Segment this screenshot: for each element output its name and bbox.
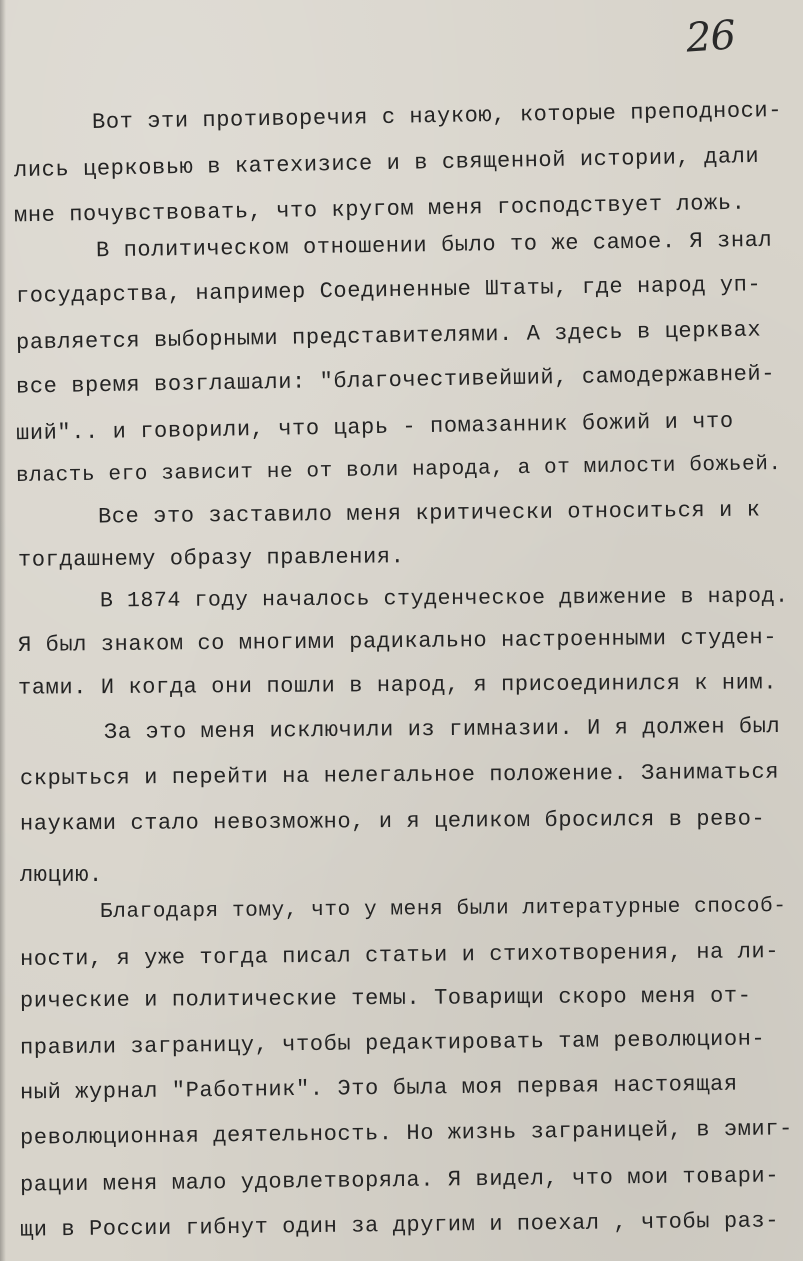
text-line: науками стало невозможно, и я целиком бросился в рево- [19,806,766,837]
text-line: ший".. и говорили, что царь - помазанник божий и что [15,408,734,447]
page-number: 26 [684,12,737,62]
text-line: скрыться и перейти на нелегальное положение. Заниматься [19,759,780,792]
text-line: щи в России гибнут один за другим и поехал , чтобы раз- [19,1208,780,1243]
text-line: все время возглашали: "благочестивейший, самодержавней- [15,361,776,400]
text-line: ности, я уже тогда писал статьи и стихотворения, на ли- [19,939,780,972]
text-line: рические и политические темы. Товарищи скоро меня от- [19,983,752,1014]
text-line: Я был знаком со многими радикально настроенными студен- [17,625,778,658]
text-line: За это меня исключили из гимназии. И я должен был [103,714,781,745]
text-line: тогдашнему образу правления. [17,544,405,573]
text-line: ный журнал "Работник". Это была моя первая настоящая [19,1071,738,1106]
text-line: Все это заставило меня критически относиться и к [97,497,761,530]
text-line: мне почувствовать, что кругом меня господствует ложь. [13,190,746,229]
text-line: правили заграницу, чтобы редактировать там революцион- [19,1026,766,1061]
text-line: Благодаря тому, что у меня были литературные способ- [99,895,787,924]
text-line: лись церковью в катехизисе и в священной истории, дали [13,143,760,184]
page-edge-shadow [0,0,6,1261]
text-line: рации меня мало удовлетворяла. Я видел, что мои товари- [19,1163,780,1198]
text-line: революционная деятельность. Но жизнь заграницей, в эмиг- [19,1116,794,1151]
text-line: государства, например Соединенные Штаты, где народ уп- [15,272,762,309]
text-line: люцию. [20,863,103,888]
text-line: В политическом отношении было то же самое. Я знал [95,227,773,264]
text-line: равляется выборными представителями. А здесь в церквах [15,317,762,356]
text-line: власть его зависит не от воли народа, а от милости божьей. [15,452,782,489]
text-line: тами. И когда они пошли в народ, я присоединился к ним. [17,670,778,701]
text-line: В 1874 году началось студенческое движение в народ. [99,584,789,614]
text-line: Вот эти противоречия с наукою, которые преподноси- [91,97,783,136]
